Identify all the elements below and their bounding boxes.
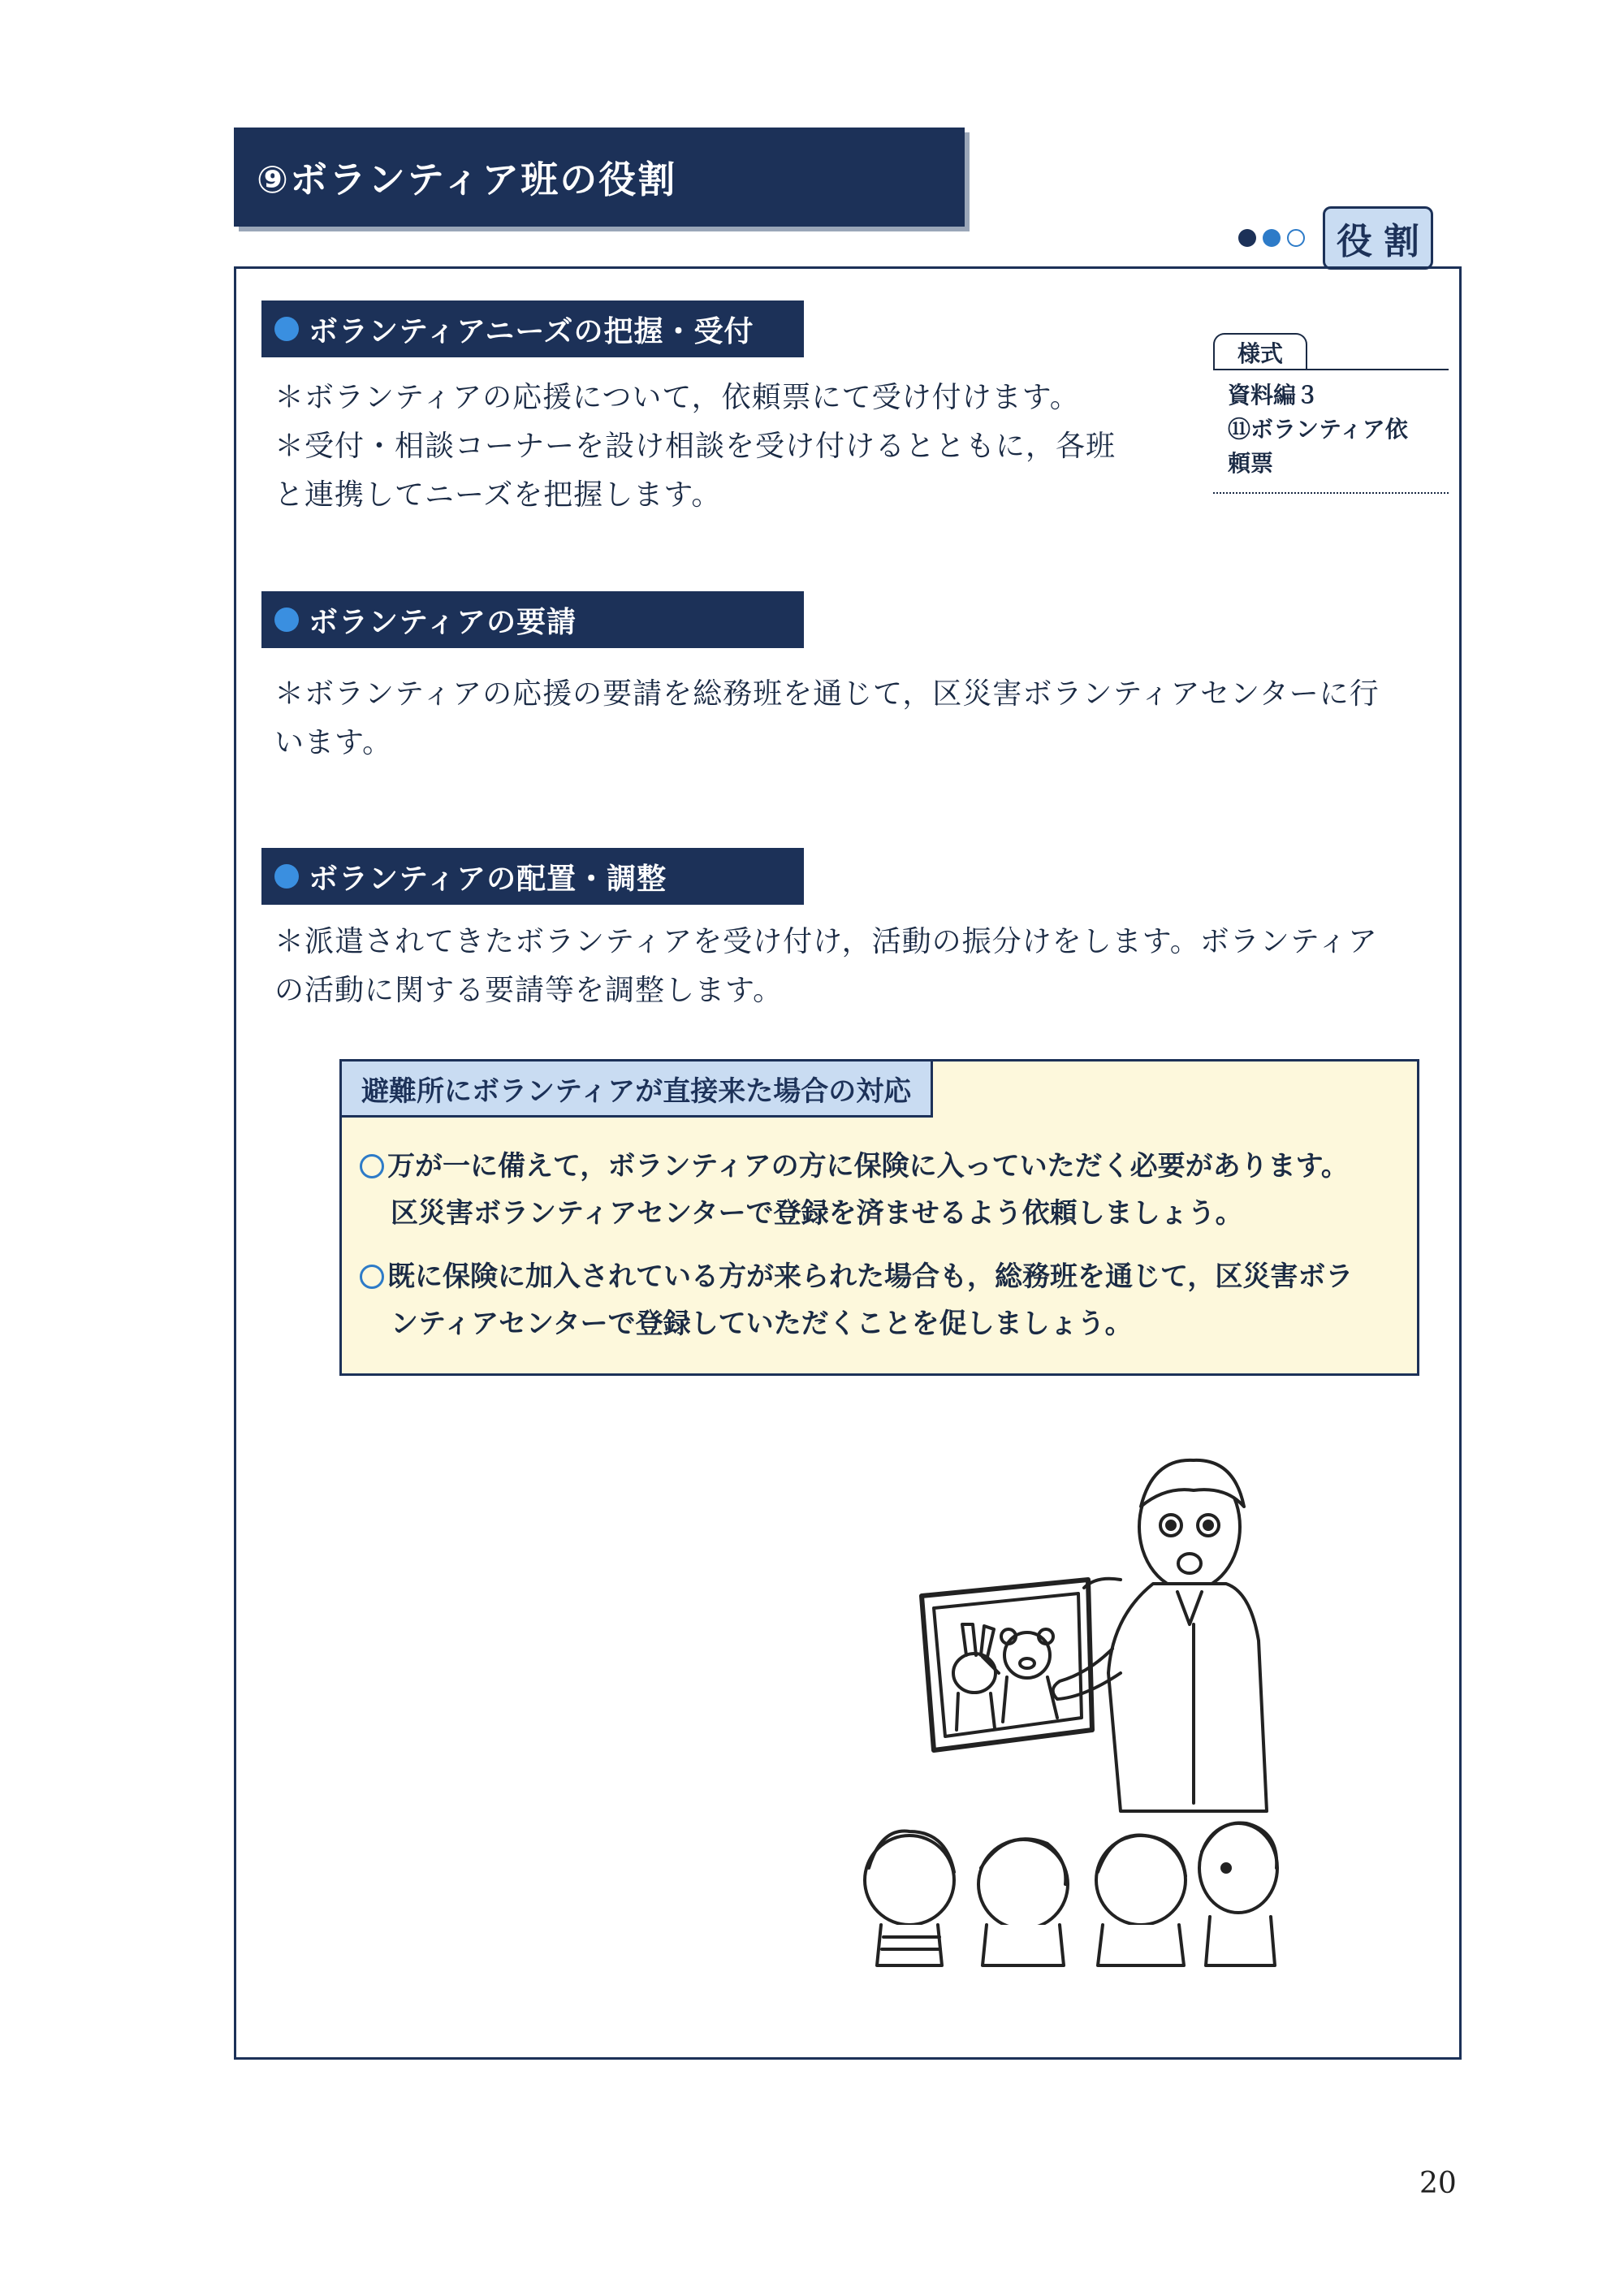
notice-box bbox=[339, 1059, 1419, 1376]
section-body-request: ＊ボランティアの応援の要請を総務班を通じて，区災害ボランティアセンターに行 います。 bbox=[274, 677, 1380, 759]
section-heading-request: ボランティアの要請 bbox=[261, 591, 804, 648]
bullet-icon bbox=[274, 608, 299, 632]
form-tab: 様式 bbox=[1213, 333, 1307, 370]
notice-item: 万が一に備えて，ボランティアの方に保険に入っていただく必要があります。 区災害ボランティアセンターで登録を済ませるよう依頼しましょう。 bbox=[360, 1143, 1407, 1237]
notice-title: 避難所にボランティアが直接来た場合の対応 bbox=[342, 1062, 933, 1118]
circle-bullet-icon bbox=[360, 1154, 384, 1178]
section-body-needs: ＊ボランティアの応援について，依頼票にて受け付けます。 ＊受付・相談コーナーを設け相談を受け付けるとともに，各班 と連携してニーズを把握します。 bbox=[274, 381, 1116, 512]
progress-dot-icon bbox=[1238, 229, 1256, 247]
progress-dot-icon bbox=[1287, 229, 1305, 247]
notice-item: 既に保険に加入されている方が来られた場合も，総務班を通じて，区災害ボラ ンティアセンターで登録していただくことを促しましょう。 bbox=[360, 1253, 1407, 1347]
page-number: 20 bbox=[1419, 2167, 1457, 2200]
section-heading-placement: ボランティアの配置・調整 bbox=[261, 848, 804, 905]
section-body-placement: ＊派遣されてきたボランティアを受け付け，活動の振分けをします。ボランティア の活動に関する要請等を調整します。 bbox=[274, 925, 1378, 1007]
section-heading-needs: ボランティアニーズの把握・受付 bbox=[261, 301, 804, 357]
role-indicator bbox=[1238, 210, 1433, 266]
progress-dot-icon bbox=[1263, 229, 1281, 247]
page-title: ⑨ボランティア班の役割 bbox=[234, 128, 965, 227]
storytelling-illustration bbox=[844, 1429, 1413, 1998]
bullet-icon bbox=[274, 317, 299, 341]
role-tab: 役 割 bbox=[1323, 206, 1433, 270]
circle-bullet-icon bbox=[360, 1265, 384, 1289]
bullet-icon bbox=[274, 864, 299, 889]
form-reference: 様式 資料編３ ⑪ボランティア依 頼票 bbox=[1213, 333, 1449, 494]
